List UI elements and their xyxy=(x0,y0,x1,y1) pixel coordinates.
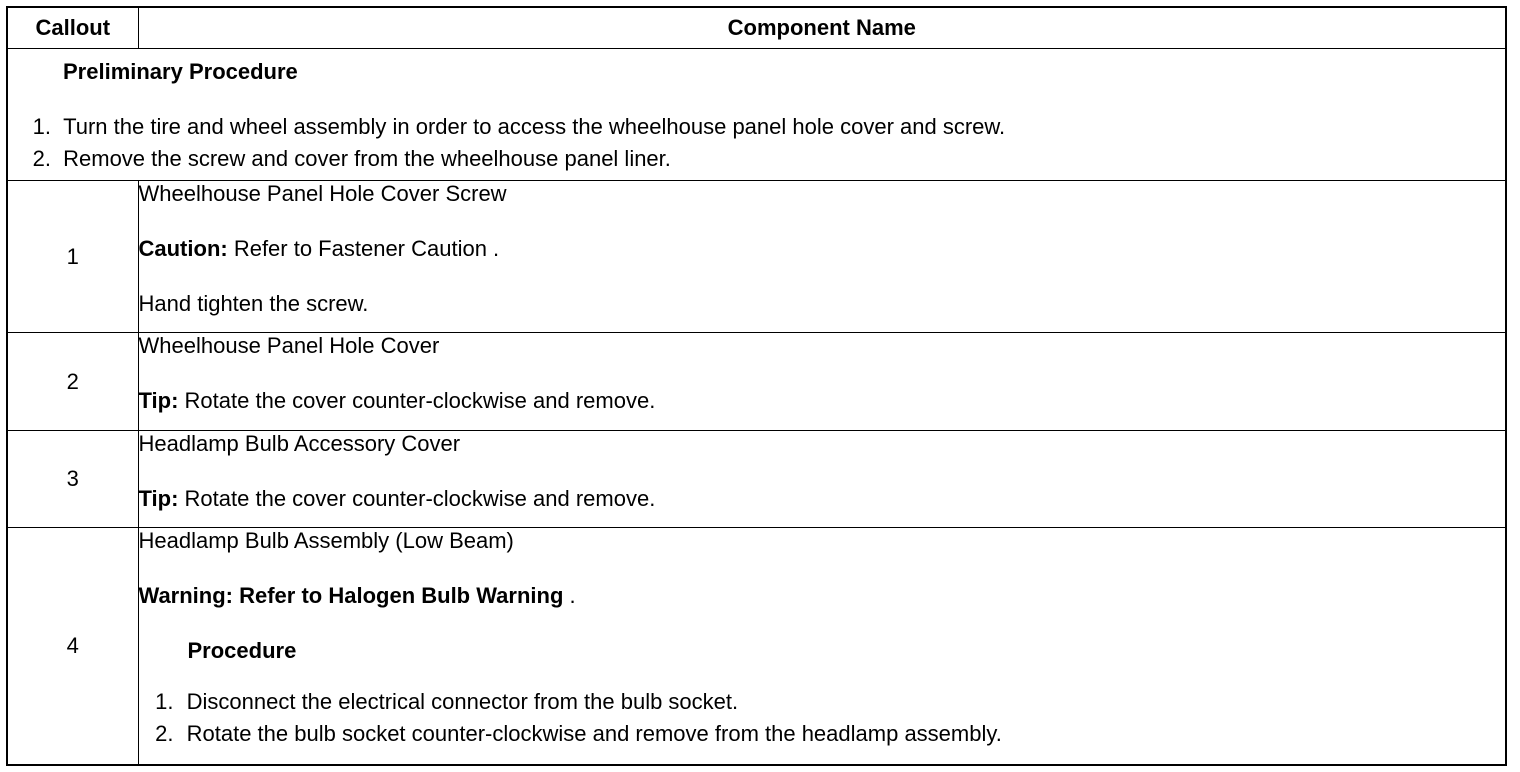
tip-note xyxy=(139,388,1506,414)
component-name: Headlamp Bulb Assembly (Low Beam) xyxy=(138,528,514,553)
warning-tail: . xyxy=(563,583,576,608)
note-text: Rotate the cover counter-clockwise and remove. xyxy=(178,486,656,511)
step-text: Remove the screw and cover from the wheelhouse panel liner. xyxy=(63,146,671,171)
step-number: 1. xyxy=(155,689,174,714)
step-number: 1. xyxy=(32,114,51,139)
list-item xyxy=(8,143,1505,175)
component-table xyxy=(6,6,1507,766)
preliminary-title: Preliminary Procedure xyxy=(63,59,298,84)
tip-note xyxy=(139,486,1506,512)
warning-text: Warning: Refer to Halogen Bulb Warning xyxy=(138,583,564,608)
list-item xyxy=(139,718,1506,750)
header-component-name: Component Name xyxy=(138,7,1506,49)
caution-note xyxy=(139,236,1506,262)
component-cell xyxy=(138,333,1506,431)
table-row xyxy=(7,528,1506,766)
step-number: 2. xyxy=(155,721,174,746)
table-row xyxy=(7,181,1506,333)
table-row xyxy=(7,431,1506,528)
component-name: Wheelhouse Panel Hole Cover xyxy=(138,333,440,358)
note-label: Tip: xyxy=(138,388,179,413)
component-name: Wheelhouse Panel Hole Cover Screw xyxy=(138,181,507,206)
component-cell xyxy=(138,431,1506,528)
preliminary-cell xyxy=(7,49,1506,181)
preliminary-row xyxy=(7,49,1506,181)
note-text: Refer to Fastener Caution . xyxy=(227,236,500,261)
list-item xyxy=(139,686,1506,718)
callout-number: 3 xyxy=(7,431,138,528)
procedure-steps xyxy=(139,686,1506,750)
step-number: 2. xyxy=(32,146,51,171)
component-name: Headlamp Bulb Accessory Cover xyxy=(138,431,461,456)
component-cell xyxy=(138,181,1506,333)
step-text: Rotate the bulb socket counter-clockwise and remove from the headlamp assembly. xyxy=(186,721,1002,746)
step-text: Turn the tire and wheel assembly in order to access the wheelhouse panel hole cover and screw. xyxy=(63,114,1006,139)
preliminary-steps xyxy=(8,111,1505,175)
note-label: Caution: xyxy=(138,236,228,261)
header-row xyxy=(7,7,1506,49)
callout-number: 4 xyxy=(7,528,138,766)
warning-note xyxy=(139,583,1506,609)
callout-number: 1 xyxy=(7,181,138,333)
header-callout: Callout xyxy=(7,7,138,49)
callout-number: 2 xyxy=(7,333,138,431)
instruction-text: Hand tighten the screw. xyxy=(138,291,369,316)
note-label: Tip: xyxy=(138,486,179,511)
list-item xyxy=(8,111,1505,143)
table-row xyxy=(7,333,1506,431)
component-cell xyxy=(138,528,1506,766)
procedure-title: Procedure xyxy=(187,638,297,663)
note-text: Rotate the cover counter-clockwise and remove. xyxy=(178,388,656,413)
step-text: Disconnect the electrical connector from the bulb socket. xyxy=(186,689,739,714)
